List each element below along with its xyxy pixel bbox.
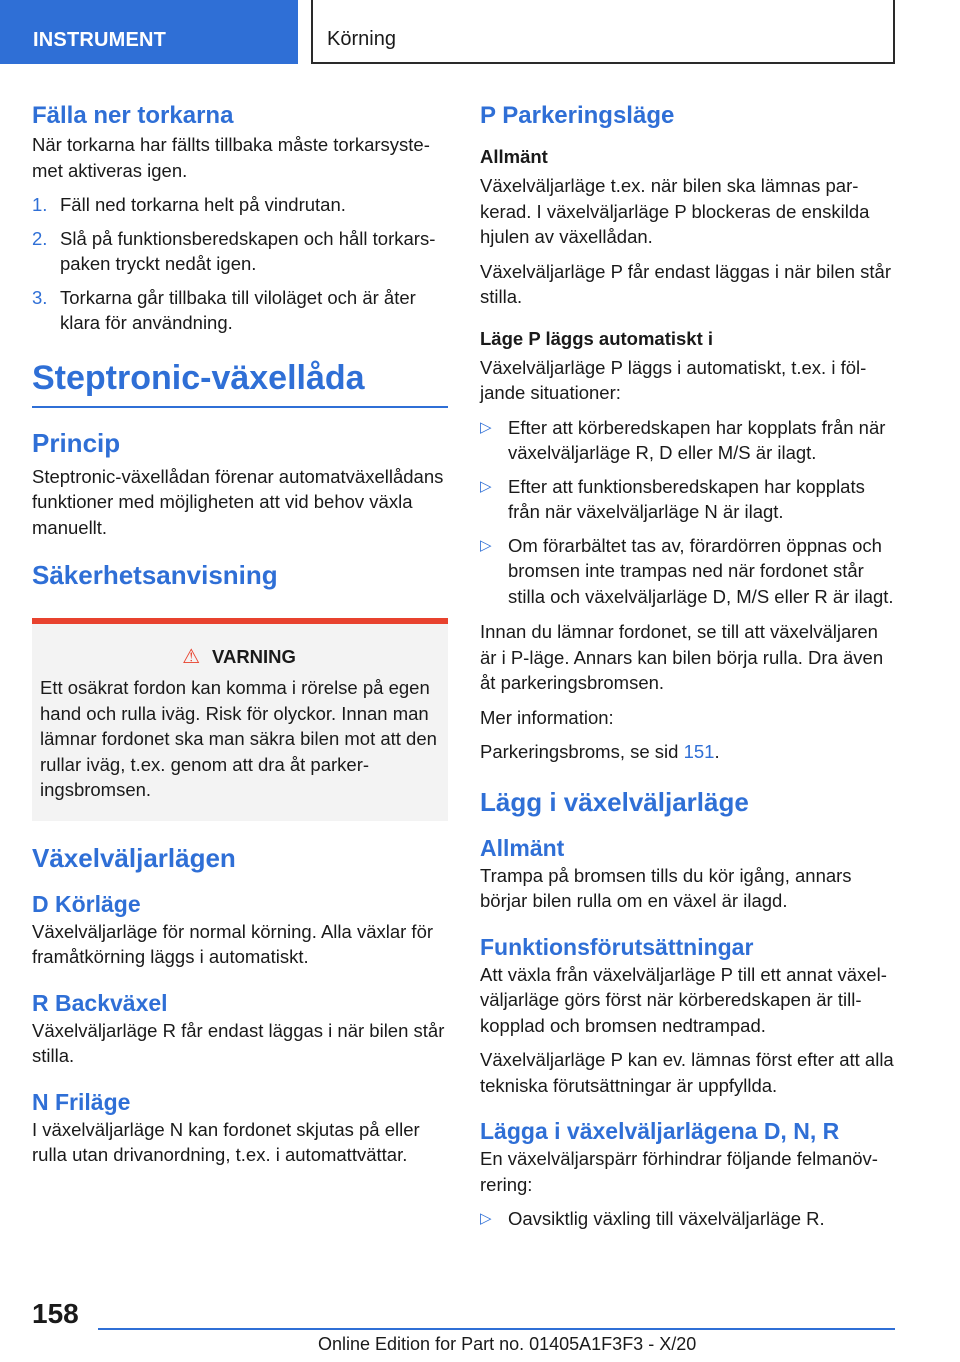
list-item xyxy=(32,226,448,277)
list-item xyxy=(32,192,448,218)
heading-p: P Parkeringsläge xyxy=(480,102,675,129)
paragraph: En växelväljarspärr förhindrar följande felmanövrering: xyxy=(480,1148,878,1195)
list-item xyxy=(480,474,896,525)
subheading-auto: Läge P läggs automatiskt i xyxy=(480,327,714,349)
triangle-bullet-icon: ▷ xyxy=(480,477,492,495)
list-item xyxy=(480,1206,896,1232)
steps-list xyxy=(32,192,448,336)
bullet-text: Efter att funktionsberedskapen har kopplats från när växelväljarläge N är ilagt. xyxy=(508,475,865,522)
left-column xyxy=(32,100,448,1177)
reference-end: . xyxy=(714,741,720,762)
warning-triangle-icon: ⚠ xyxy=(182,646,200,668)
paragraph: Växelväljarläge P läggs i automatiskt, t.ex. i följande situationer: xyxy=(480,356,867,403)
page-link[interactable]: 151 xyxy=(683,741,715,762)
step-number: 1. xyxy=(32,194,48,215)
section-tab[interactable]: INSTRUMENT xyxy=(0,0,298,64)
paragraph: Växelväljarläge t.ex. när bilen ska lämnas parkerad. I växelväljarläge P blockeras de enskilda hjulen av växellådan. xyxy=(480,175,870,247)
bullet-text: Oavsiktlig växling till växelväljarläge R. xyxy=(508,1208,825,1229)
footer-edition: Online Edition for Part no. 01405A1F3F3 - X/20 xyxy=(318,1334,697,1354)
heading-safety: Säkerhetsanvisning xyxy=(32,560,278,590)
paragraph: Trampa på bromsen tills du kör igång, annars börjar bilen rulla om en växel är ilagd. xyxy=(480,864,852,911)
warning-text: Ett osäkrat fordon kan komma i rörelse på egen hand och rulla iväg. Risk för olyckor. Innan man lämnar fordonet ska man säkra bilen mot att den rullar iväg, t.ex. genom att dra åt parkeringsbromsen. xyxy=(40,677,437,800)
heading-engage: Lägg i växelväljarläge xyxy=(480,786,749,817)
paragraph: När torkarna har fällts tillbaka måste torkarsystemet aktiveras igen. xyxy=(32,134,430,181)
heading-fold-wipers: Fälla ner torkarna xyxy=(32,102,234,129)
bullet-list xyxy=(480,415,896,610)
list-item xyxy=(480,415,896,466)
footer-divider xyxy=(98,1328,895,1330)
paragraph: Att växla från växelväljarläge P till ett annat växelväljarläge görs först när körberedskapen är tillkopplad och bromsen nedtrampad. xyxy=(480,963,887,1036)
heading-positions: Växelväljarlägen xyxy=(32,842,236,873)
paragraph: I växelväljarläge N kan fordonet skjutas på eller rulla utan drivanordning, t.ex. i automattvättar. xyxy=(32,1118,420,1165)
page-number: 158 xyxy=(32,1298,79,1329)
paragraph: Växelväljarläge R får endast läggas i när bilen står stilla. xyxy=(32,1019,445,1066)
triangle-bullet-icon: ▷ xyxy=(480,536,492,554)
step-number: 2. xyxy=(32,227,48,249)
list-item xyxy=(32,285,448,336)
heading-d: D Körläge xyxy=(32,890,141,917)
paragraph: Växelväljarläge P kan ev. lämnas först efter att alla tekniska förutsättningar är uppfyllda. xyxy=(480,1049,894,1096)
heading-general: Allmänt xyxy=(480,834,565,861)
heading-princip: Princip xyxy=(32,427,121,458)
bullet-text: Efter att körberedskapen har kopplats från när växelväljarläge R, D eller M/S är ilagt. xyxy=(508,416,886,463)
subheading-general: Allmänt xyxy=(480,146,548,167)
right-column xyxy=(480,100,896,1242)
triangle-bullet-icon: ▷ xyxy=(480,1210,492,1227)
paragraph: Växelväljarläge P får endast läggas i när bilen står stilla. xyxy=(480,260,892,307)
reference-text: Parkeringsbroms, se sid xyxy=(480,741,684,762)
step-number: 3. xyxy=(32,286,48,308)
heading-prerequisites: Funktionsförutsättningar xyxy=(480,933,754,960)
warning-title xyxy=(40,644,438,669)
list-item xyxy=(480,533,896,610)
warning-box xyxy=(32,618,448,821)
step-text: Fäll ned torkarna helt på vindrutan. xyxy=(60,194,346,215)
bullet-text: Om förarbältet tas av, förardörren öppnas och bromsen inte trampas ned när fordonet står stilla och växelväljarläge D, M/S eller R är ilagt. xyxy=(508,534,894,607)
paragraph: Innan du lämnar fordonet, se till att växelväljaren är i P-läge. Annars kan bilen börja rulla. Dra även åt parkeringsbromsen. xyxy=(480,621,884,693)
warning-label: VARNING xyxy=(212,646,296,667)
heading-engage-dnr: Lägga i växelväljarlägena D, N, R xyxy=(480,1118,840,1144)
bullet-list xyxy=(480,1206,896,1232)
step-text: Slå på funktionsberedskapen och håll torkarspaken tryckt nedåt igen. xyxy=(60,227,436,274)
triangle-bullet-icon: ▷ xyxy=(480,418,492,436)
paragraph-reference xyxy=(480,739,896,765)
paragraph: Steptronic-växellådan förenar automatväxellådans funktioner med möjligheten att vid behov växla manuellt. xyxy=(32,465,444,538)
paragraph: Mer information: xyxy=(480,706,614,728)
heading-r: R Backväxel xyxy=(32,989,168,1016)
heading-steptronic: Steptronic-växellåda xyxy=(32,356,448,408)
heading-n: N Friläge xyxy=(32,1088,131,1115)
paragraph: Växelväljarläge för normal körning. Alla växlar för framåtkörning läggs i automatiskt. xyxy=(32,920,434,967)
chapter-title: Körning xyxy=(311,0,895,64)
step-text: Torkarna går tillbaka till viloläget och är åter klara för användning. xyxy=(60,286,416,333)
